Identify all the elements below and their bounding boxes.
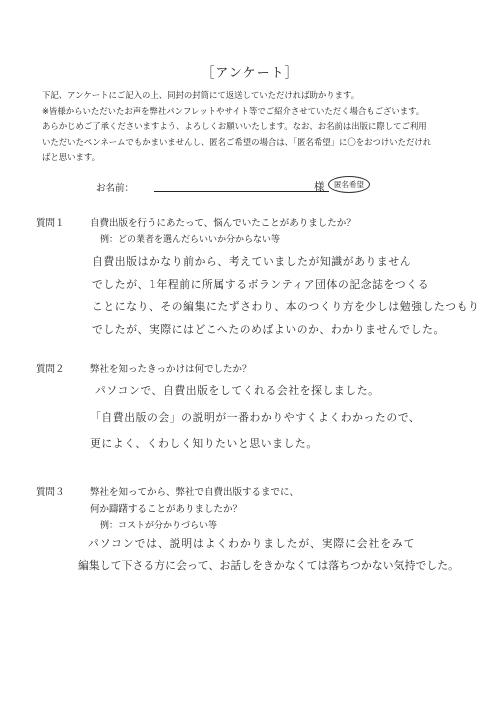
question-3-text-2: 何か躊躇することがありましたか？ <box>90 504 243 515</box>
name-input-line[interactable] <box>154 191 329 192</box>
page-title: ［アンケート］ <box>201 66 299 81</box>
answer-2-line: パソコンで、自費出版をしてくれる会社を探しました。 <box>95 384 380 397</box>
answer-1-line: ことになり、その編集にたずさわり、本のつくり方を少しは勉強したつもり <box>92 300 480 313</box>
question-1-example: 例：どの業者を選んだらいいか分からない等 <box>100 235 281 245</box>
answer-1-line: でしたが、実際にはどこへたのめばよいのか、わかりませんでした。 <box>92 323 445 336</box>
anonymous-option[interactable]: 匿名希望 <box>328 176 370 193</box>
question-3-label: 質問３ <box>36 487 65 498</box>
question-3-text: 弊社を知ってから、弊社で自費出版するまでに、 <box>90 487 300 498</box>
intro-line: 下記、アンケートにご記入の上、同封の封筒にて返送していただければ助かります。 <box>42 90 360 100</box>
intro-line: ばと思います。 <box>42 152 100 163</box>
question-1-label: 質問１ <box>36 218 65 229</box>
intro-line: あらかじめご了承くださいますよう、よろしくお願いいたします。なお、お名前は出版に際してご利用 <box>42 121 427 132</box>
intro-line: いただいたペンネームでもかまいませんし、匿名ご希望の場合は、「匿名希望」に〇をおつけいただけれ <box>42 136 432 147</box>
question-2-label: 質問２ <box>36 364 65 375</box>
answer-2-line: 更によく、くわしく知りたいと思いました。 <box>90 437 318 450</box>
answer-2-line: 「自費出版の会」の説明が一番わかりやすくよくわかったので、 <box>90 411 421 424</box>
name-suffix: 様 <box>314 181 325 193</box>
name-label: お名前： <box>96 183 135 194</box>
question-2-text: 弊社を知ったきっかけは何でしたか？ <box>90 364 252 375</box>
intro-line: ※皆様からいただいたお声を弊社パンフレットやサイト等でご紹介させていただく場合もございます。 <box>42 105 425 116</box>
question-3-example: 例：コストが分かりづらい等 <box>100 521 218 531</box>
answer-3-line: 編集して下さる方に会って、お話しをきかなくては落ちつかない気持でした。 <box>78 559 460 572</box>
question-1-text: 自費出版を行うにあたって、悩んでいたことがありましたか？ <box>90 218 356 229</box>
answer-1-line: でしたが、1年程前に所属するボランティア団体の記念誌をつくる <box>92 278 430 291</box>
answer-1-line: 自費出版はかなり前から、考えていましたが知識がありません <box>92 255 412 268</box>
answer-3-line: パソコンでは、説明はよくわかりましたが、実際に会社をみて <box>88 537 416 550</box>
intro-text <box>42 88 472 166</box>
